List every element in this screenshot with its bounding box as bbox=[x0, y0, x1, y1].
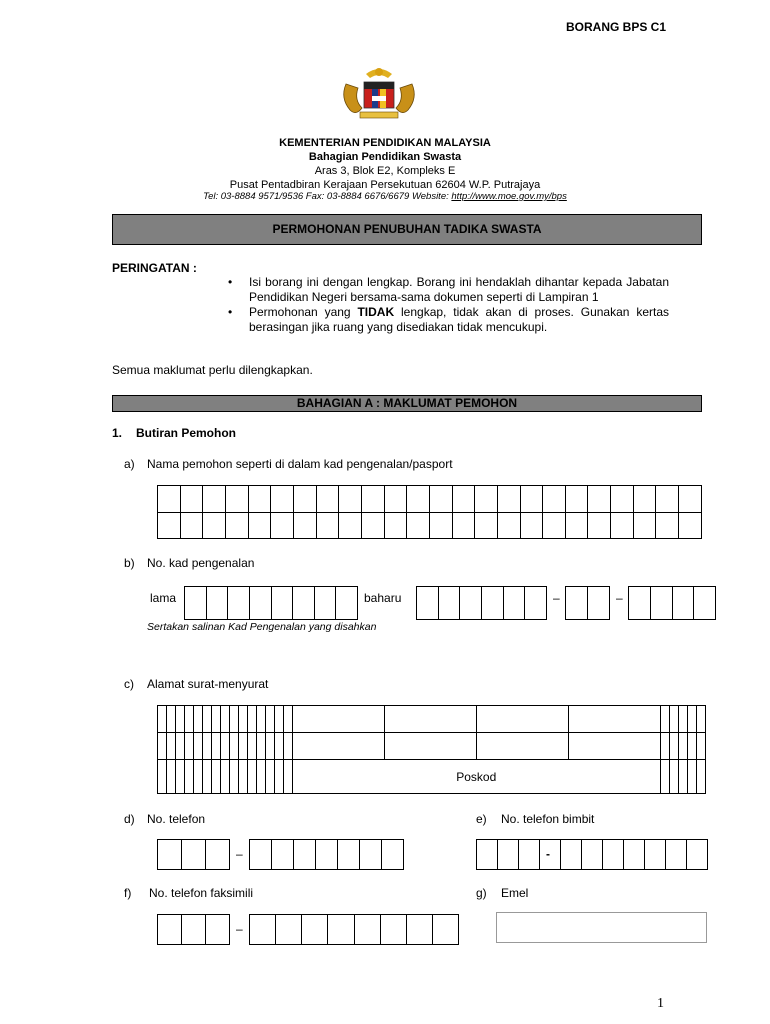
address-line-2: Pusat Pentadbiran Kerajaan Persekutuan 62604 W.P. Putrajaya bbox=[229, 179, 541, 191]
field-b-text: No. kad pengenalan bbox=[147, 556, 255, 570]
page-number: 1 bbox=[657, 996, 664, 1011]
field-d-label: d) bbox=[124, 812, 135, 826]
dash-separator: – bbox=[553, 591, 560, 605]
hyphen-separator: - bbox=[546, 847, 550, 861]
ic-old-label: lama bbox=[150, 591, 177, 605]
form-code: BORANG BPS C1 bbox=[566, 20, 667, 34]
field-f-text: No. telefon faksimili bbox=[149, 886, 254, 900]
field-g-label: g) bbox=[476, 886, 487, 900]
contact-line bbox=[0, 191, 770, 202]
field-a-text: Nama pemohon seperti di dalam kad pengenalan/pasport bbox=[147, 457, 453, 471]
section-1-title: Butiran Pemohon bbox=[136, 426, 237, 440]
ministry-name: KEMENTERIAN PENDIDIKAN MALAYSIA bbox=[279, 137, 491, 149]
contact-prefix: Tel: 03-8884 9571/9536 Fax: 03-8884 6676/6679 Website: bbox=[203, 191, 452, 202]
phone-area-input[interactable] bbox=[157, 839, 230, 870]
email-input[interactable] bbox=[496, 912, 707, 943]
phone-number-input[interactable] bbox=[249, 839, 404, 870]
warning-item-2-bold: TIDAK bbox=[357, 305, 395, 319]
dash-separator: – bbox=[236, 847, 243, 861]
ic-new-label: baharu bbox=[364, 591, 402, 605]
section-1-number: 1. bbox=[112, 426, 123, 440]
warning-label: PERINGATAN : bbox=[112, 261, 197, 275]
ic-copy-note: Sertakan salinan Kad Pengenalan yang disahkan bbox=[147, 621, 377, 633]
field-f-label: f) bbox=[124, 886, 132, 900]
field-c-label: c) bbox=[124, 677, 134, 691]
bullet-icon: • bbox=[228, 305, 233, 319]
ic-new-input-part-1[interactable] bbox=[416, 586, 547, 620]
fax-area-input[interactable] bbox=[157, 914, 230, 945]
ic-old-input[interactable] bbox=[184, 586, 358, 620]
warning-item-2 bbox=[249, 305, 669, 335]
address-input-grid[interactable] bbox=[157, 705, 706, 794]
division-name: Bahagian Pendidikan Swasta bbox=[308, 151, 462, 163]
warning-item-2-pre: Permohonan yang bbox=[249, 305, 358, 319]
warning-item-1: Isi borang ini dengan lengkap. Borang ini hendaklah dihantar kepada Jabatan Pendidikan Negeri bersama-sama dokumen seperti di Lampiran 1 bbox=[249, 275, 669, 304]
dash-separator: – bbox=[616, 591, 623, 605]
coat-of-arms-icon bbox=[336, 64, 422, 126]
mobile-phone-input[interactable] bbox=[476, 839, 708, 870]
ic-new-input-part-3[interactable] bbox=[628, 586, 716, 620]
name-input-grid[interactable] bbox=[157, 485, 702, 539]
section-a-bar: BAHAGIAN A : MAKLUMAT PEMOHON bbox=[112, 395, 702, 412]
field-c-text: Alamat surat-menyurat bbox=[147, 677, 269, 691]
address-line-1: Aras 3, Blok E2, Kompleks E bbox=[314, 165, 456, 177]
website-link[interactable]: http://www.moe.gov.my/bps bbox=[451, 191, 567, 202]
dash-separator: – bbox=[236, 922, 243, 936]
field-g-text: Emel bbox=[501, 886, 529, 900]
postcode-label: Poskod bbox=[292, 760, 660, 794]
completion-note: Semua maklumat perlu dilengkapkan. bbox=[112, 363, 313, 377]
field-e-label: e) bbox=[476, 812, 487, 826]
field-a-label: a) bbox=[124, 457, 135, 471]
field-d-text: No. telefon bbox=[147, 812, 206, 826]
ic-new-input-part-2[interactable] bbox=[565, 586, 610, 620]
warning-item-2-post: lengkap, tidak akan di proses. Gunakan kertas berasingan jika ruang yang disediakan tidak mencukupi. bbox=[249, 305, 669, 334]
fax-number-input[interactable] bbox=[249, 914, 459, 945]
form-title-bar: PERMOHONAN PENUBUHAN TADIKA SWASTA bbox=[112, 214, 702, 245]
field-b-label: b) bbox=[124, 556, 135, 570]
bullet-icon: • bbox=[228, 275, 233, 289]
field-e-text: No. telefon bimbit bbox=[501, 812, 595, 826]
